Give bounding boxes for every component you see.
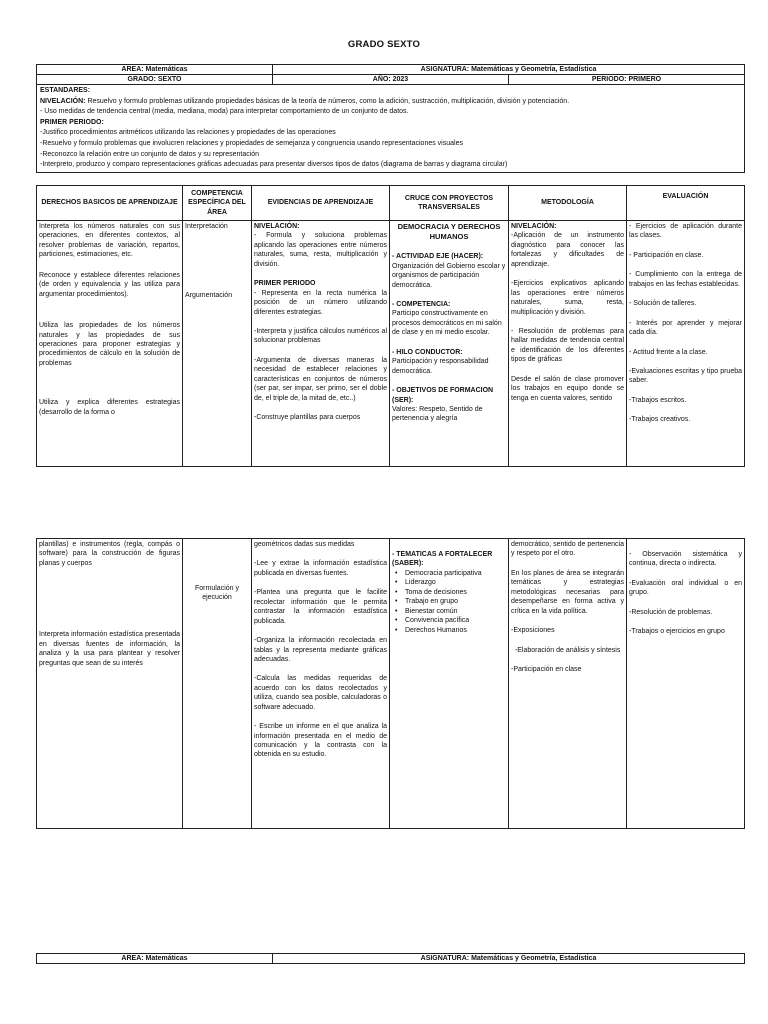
plan-table-page1	[36, 185, 745, 467]
col-cruce-header: CRUCE CON PROYECTOS TRANSVERSALES	[390, 186, 509, 221]
evidencias-periodo-label: PRIMER PERIODO	[254, 280, 316, 288]
tematica-item: • Toma de decisiones	[392, 588, 506, 597]
evaluacion-item: -Evaluaciones escritas y tipo prueba saber.	[629, 367, 742, 385]
standard-item: -Interpreto, produzco y comparo representaciones gráficas adecuadas para presentar diversos tipos de datos (diagrama de barras y diagrama circular)	[40, 161, 508, 169]
standards-heading: ESTANDARES:	[40, 87, 91, 94]
evaluacion-item: -Trabajos escritos.	[629, 396, 687, 404]
evidencias-cell-cont	[252, 539, 390, 829]
cruce-hilo-label: - HILO CONDUCTOR:	[392, 348, 463, 356]
evidencia-item: -Lee y extrae la información estadística publicada en diversas fuentes.	[254, 560, 387, 577]
metodologia-item: -Aplicación de un instrumento diagnóstico para conocer las fortalezas y dificultades de aprendizaje.	[511, 232, 624, 268]
periodo-cell: PERIODO: PRIMERO	[509, 75, 745, 85]
evaluacion-item: -Trabajos o ejercicios en grupo	[629, 628, 725, 636]
standard-item: -Reconozco la relación entre un conjunto de datos y su representación	[40, 150, 260, 158]
cruce-competencia-text: Participo constructivamente en procesos democráticos en mi salón de clase y en mi medio escolar.	[392, 310, 502, 337]
cruce-actividad-text: Organización del Gobierno escolar y organismos de participación democrática.	[392, 262, 506, 289]
evaluacion-item: - Solución de talleres.	[629, 300, 697, 308]
evaluacion-item: -Trabajos creativos.	[629, 416, 691, 424]
header-table	[36, 64, 745, 173]
footer-area-cell: AREA: Matemáticas	[37, 954, 273, 964]
competencia-cell	[183, 221, 252, 467]
cruce-title: DEMOCRACIA Y DERECHOS HUMANOS	[397, 222, 501, 242]
evaluacion-item: -Resolución de problemas.	[629, 608, 713, 616]
metodologia-item: En los planes de área se integrarán temáticas y estrategias metodológicas necesarias para desempeñarse en forma activa y crítica en la vida política.	[511, 569, 624, 615]
col-competencia-header: COMPETENCIA ESPECÍFICA DEL ÁREA	[183, 186, 252, 221]
standards-nivelacion-line2: - Uso medidas de tendencia central (media, mediana, moda) para interpretar comportamiento de un conjunto de datos.	[40, 108, 409, 116]
tematica-item: • Derechos Humanos	[392, 626, 506, 635]
competencia-item: Argumentación	[185, 292, 233, 300]
metodologia-item: -Ejercicios explicativos aplicando las operaciones entre números naturales, suma, resta, multiplicación y división.	[511, 280, 624, 316]
asignatura-cell: ASIGNATURA: Matemáticas y Geometría, Estadística	[273, 65, 745, 75]
standard-item: -Resuelvo y formulo problemas que involucren relaciones y propiedades de semejanza y congruencia usando representaciones visuales	[40, 139, 463, 147]
metodologia-item: -Exposiciones	[511, 627, 555, 635]
dba-item: Interpreta los números naturales con sus operaciones, en diferentes contextos, al resolver problemas de variación, repartos, particiones, estimaciones, etc.	[39, 223, 180, 259]
dba-item: plantillas) e instrumentos (regla, compás o software) para la construcción de figuras planas y cuerpos	[39, 541, 180, 567]
evidencia-item: -Organiza la información recolectada en tablas y la representa mediante gráficas adecuadas.	[254, 637, 387, 663]
col-evaluacion-header: EVALUACIÓN	[627, 186, 745, 221]
evaluacion-item: - Actitud frente a la clase.	[629, 348, 708, 356]
evaluacion-item: -Evaluación oral individual o en grupo.	[629, 579, 742, 597]
metodologia-item: - Resolución de problemas para hallar medidas de tendencia central e identificación de los diferentes tipos de gráficas	[511, 327, 624, 364]
tematica-item: • Liderazgo	[392, 578, 506, 587]
tematica-item: • Bienestar común	[392, 607, 506, 616]
evidencia-item: -Plantea una pregunta que le facilite recolectar información que le permita contrastar la información estadística publicada.	[254, 589, 387, 625]
evaluacion-item: - Ejercicios de aplicación durante las clases.	[629, 223, 742, 240]
standards-periodo-label: PRIMER PERIODO:	[40, 118, 104, 126]
dba-item: Utiliza las propiedades de los números naturales y las propiedades de sus operaciones para proponer estrategias y procedimientos de cálculo en la solución de problemas	[39, 322, 180, 367]
area-cell: AREA: Matemáticas	[37, 65, 273, 75]
evidencia-item: -Interpreta y justifica cálculos numéricos al solucionar problemas	[254, 327, 387, 345]
plan-table-page2	[36, 538, 745, 829]
evaluacion-item: - Observación sistemática y continua, directa o indirecta.	[629, 551, 742, 568]
footer-table	[36, 953, 745, 964]
metodologia-item: -Elaboración de análisis y síntesis	[511, 646, 621, 654]
dba-item: Reconoce y establece diferentes relaciones (de orden y equivalencia y las utiliza para argumentar procedimientos).	[39, 271, 180, 298]
evidencia-item: -Argumenta de diversas maneras la necesidad de establecer relaciones y características en conjuntos de números (ser par, ser impar, ser primo, ser el doble de, el triple de, la mitad de, etc..)	[254, 356, 387, 402]
cruce-hilo-text: Participación y responsabilidad democrática.	[392, 358, 489, 375]
footer-asignatura-cell: ASIGNATURA: Matemáticas y Geometría, Estadística	[273, 954, 745, 964]
metodologia-item: democrático, sentido de pertenencia y respeto por el otro.	[511, 541, 624, 558]
cruce-objetivos-label: - OBJETIVOS DE FORMACION (SER):	[392, 387, 494, 404]
cruce-cell-cont	[390, 539, 509, 829]
dba-item: Interpreta información estadística presentada en diversas fuentes de información, la analiza y la usa para plantear y resolver preguntas que sean de su interés	[39, 631, 180, 667]
evidencia-item: - Escribe un informe en el que analiza la información presentada en el medio de comunicación y la contrasta con la obtenida en su estudio.	[254, 723, 387, 759]
document-title: GRADO SEXTO	[347, 39, 421, 50]
metodologia-item: Desde el salón de clase promover los trabajos en equipo donde se tenga en cuenta valores, sentido	[511, 375, 624, 402]
grado-cell: GRADO: SEXTO	[37, 75, 273, 85]
tematica-item: • Democracia participativa	[392, 569, 506, 578]
evaluacion-item: - Cumplimiento con la entrega de trabajos en las fechas establecidas.	[629, 271, 742, 288]
cruce-actividad-label: - ACTIVIDAD EJE (HACER):	[392, 253, 484, 261]
standard-item: -Justifico procedimientos aritméticos utilizando las relaciones y propiedades de las operaciones	[40, 129, 336, 137]
cruce-cell	[390, 221, 509, 467]
cruce-objetivos-text: Valores: Respeto, Sentido de pertenencia y alegría	[392, 405, 483, 423]
metodologia-nivelacion-label: NIVELACIÓN:	[511, 223, 557, 230]
evidencia-item: -Calcula las medidas requeridas de acuerdo con los datos recolectados y utiliza, cuando sea posible, calculadoras o software adecuado.	[254, 675, 387, 711]
dba-item: Utiliza y explica diferentes estrategias (desarrollo de la forma o	[39, 399, 180, 416]
evaluacion-cell	[627, 221, 745, 467]
dba-cell	[37, 221, 183, 467]
tematica-item: • Trabajo en grupo	[392, 597, 506, 606]
competencia-item: Formulación y ejecución	[195, 585, 239, 602]
evidencias-cell	[252, 221, 390, 467]
evaluacion-cell-cont	[627, 539, 745, 829]
evaluacion-item: - Participación en clase.	[629, 251, 704, 259]
competencia-cell-cont	[183, 539, 252, 829]
competencia-item: Interpretación	[185, 223, 228, 230]
metodologia-cell	[509, 221, 627, 467]
cruce-competencia-label: - COMPETENCIA:	[392, 301, 451, 308]
metodologia-cell-cont	[509, 539, 627, 829]
col-dba-header: DERECHOS BASICOS DE APRENDIZAJE	[37, 186, 183, 221]
evaluacion-item: - Interés por aprender y mejorar cada día.	[629, 319, 742, 337]
col-evidencias-header: EVIDENCIAS DE APRENDIZAJE	[252, 186, 390, 221]
evidencia-item: geométricos dadas sus medidas	[254, 541, 355, 548]
evidencia-item: -Construye plantillas para cuerpos	[254, 414, 361, 421]
tematicas-list	[392, 569, 506, 635]
tematica-item: • Convivencia pacífica	[392, 616, 506, 625]
cruce-tematicas-label: - TEMATICAS A FORTALECER (SABER):	[392, 551, 493, 568]
standards-nivelacion: NIVELACIÓN: Resuelvo y formulo problemas utilizando propiedades básicas de la teoría de números, como la adición, sustracción, multiplicación, división y potenciación.	[40, 97, 570, 105]
col-metodologia-header: METODOLOGÍA	[509, 186, 627, 221]
evidencias-nivelacion-label: NIVELACIÓN:	[254, 223, 300, 230]
evidencias-nivelacion-text: - Formula y soluciona problemas aplicando las operaciones entre números naturales, suma, resta, multiplicación y división.	[254, 232, 387, 268]
metodologia-item: -Participación en clase	[511, 665, 582, 673]
standards-cell	[37, 85, 745, 173]
anio-cell: AÑO: 2023	[273, 75, 509, 85]
dba-cell-cont	[37, 539, 183, 829]
evidencia-item: - Representa en la recta numérica la posición de un número utilizando diferentes estrategias.	[254, 289, 387, 316]
